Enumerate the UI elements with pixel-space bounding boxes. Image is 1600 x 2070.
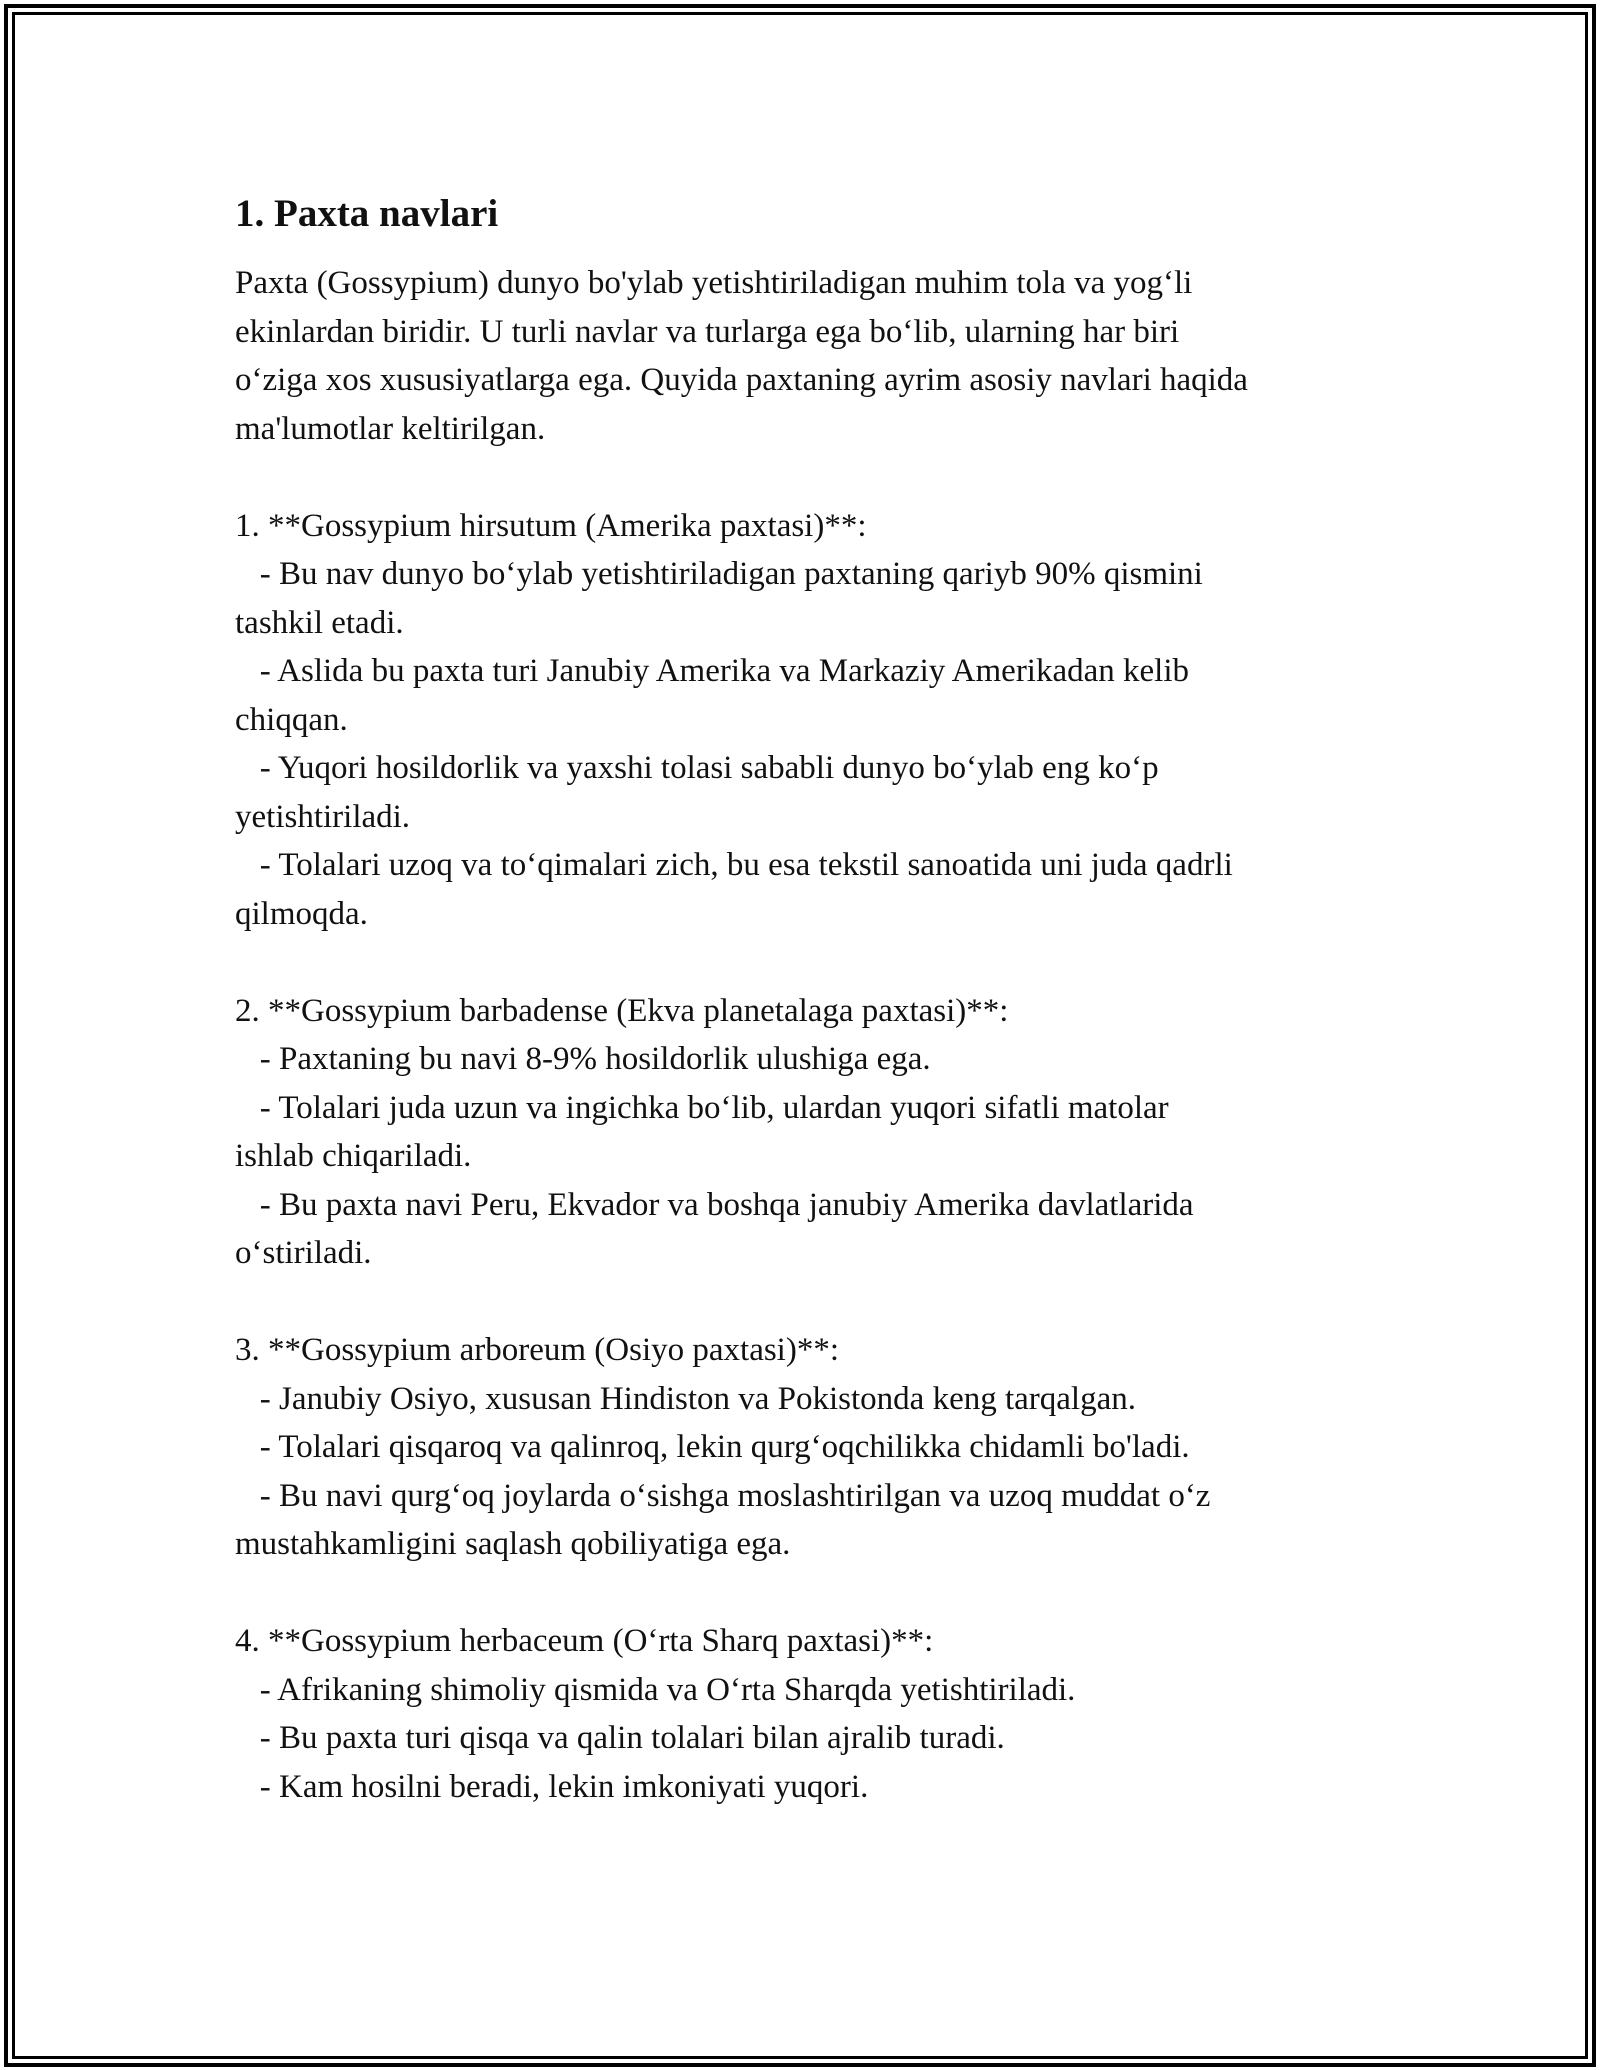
section-line: o‘stiriladi. — [235, 1235, 372, 1271]
intro-line: ekinlardan biridir. U turli navlar va turlarga ega bo‘lib, ularning har biri — [235, 313, 1180, 350]
section-line: tashkil etadi. — [235, 604, 404, 641]
section-arboreum — [235, 1326, 1365, 1569]
section-heading: 3. **Gossypium arboreum (Osiyo paxtasi)**: — [235, 1332, 840, 1368]
section-line: - Bu nav dunyo bo‘ylab yetishtiriladigan paxtaning qariyb 90% qismini — [235, 556, 1203, 592]
document-body — [235, 185, 1365, 1811]
section-hirsutum — [235, 502, 1365, 939]
section-heading: 4. **Gossypium herbaceum (O‘rta Sharq paxtasi)**: — [235, 1623, 934, 1659]
section-line: - Afrikaning shimoliy qismida va O‘rta Sharqda yetishtiriladi. — [235, 1671, 1076, 1708]
section-line: ishlab chiqariladi. — [235, 1138, 472, 1174]
section-line: yetishtiriladi. — [235, 798, 411, 835]
section-line: - Bu paxta navi Peru, Ekvador va boshqa janubiy Amerika davlatlarida — [235, 1186, 1194, 1223]
section-heading: 2. **Gossypium barbadense (Ekva planetalaga paxtasi)**: — [235, 992, 1009, 1029]
section-line: - Tolalari juda uzun va ingichka bo‘lib, ulardan yuqori sifatli matolar — [235, 1089, 1169, 1126]
intro-line: o‘ziga xos xususiyatlarga ega. Quyida paxtaning ayrim asosiy navlari haqida — [235, 362, 1248, 398]
section-line: chiqqan. — [235, 701, 348, 738]
section-line: - Yuqori hosildorlik va yaxshi tolasi sababli dunyo bo‘ylab eng ko‘p — [235, 750, 1159, 786]
section-line: qilmoqda. — [235, 895, 368, 932]
section-line: - Tolalari uzoq va to‘qimalari zich, bu esa tekstil sanoatida uni juda qadrli — [235, 847, 1233, 883]
section-line: - Kam hosilni beradi, lekin imkoniyati yuqori. — [235, 1768, 869, 1805]
section-line: mustahkamligini saqlash qobiliyatiga ega. — [235, 1526, 791, 1562]
section-barbadense — [235, 987, 1365, 1278]
intro-paragraph — [235, 259, 1365, 453]
section-heading: 1. **Gossypium hirsutum (Amerika paxtasi)**: — [235, 507, 867, 544]
spacer — [235, 1278, 1365, 1327]
section-herbaceum — [235, 1617, 1365, 1811]
section-line: - Tolalari qisqaroq va qalinroq, lekin qurg‘oqchilikka chidamli bo'ladi. — [235, 1429, 1190, 1465]
section-line: - Bu paxta turi qisqa va qalin tolalari bilan ajralib turadi. — [235, 1720, 1005, 1756]
section-line: - Bu navi qurg‘oq joylarda o‘sishga moslashtirilgan va uzoq muddat o‘z — [235, 1477, 1211, 1514]
spacer — [235, 1569, 1365, 1618]
section-line: - Aslida bu paxta turi Janubiy Amerika va Markaziy Amerikadan kelib — [235, 653, 1190, 689]
document-title: 1. Paxta navlari — [235, 192, 499, 235]
section-line: - Janubiy Osiyo, xususan Hindiston va Pokistonda keng tarqalgan. — [235, 1380, 1136, 1417]
section-line: - Paxtaning bu navi 8-9% hosildorlik ulushiga ega. — [235, 1041, 931, 1077]
intro-line: Paxta (Gossypium) dunyo bo'ylab yetishtiriladigan muhim tola va yog‘li — [235, 265, 1193, 301]
spacer — [235, 453, 1365, 502]
intro-line: ma'lumotlar keltirilgan. — [235, 410, 546, 447]
spacer — [235, 938, 1365, 987]
